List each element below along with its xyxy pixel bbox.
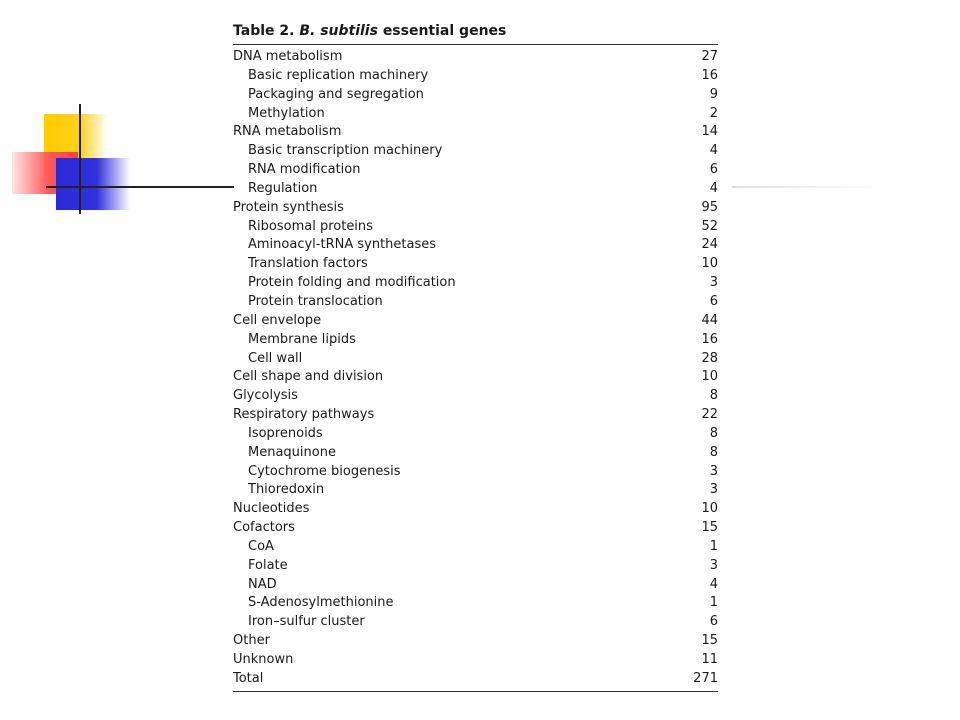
table-subcategory-row [233, 86, 718, 105]
row-label: Menaquinone [248, 444, 336, 460]
table-subcategory-row [233, 161, 718, 180]
table-category-row [233, 406, 718, 425]
table-subcategory-row [233, 255, 718, 274]
row-gene-count: 22 [701, 407, 718, 423]
table-bottom-rule [233, 691, 718, 692]
table-category-row [233, 500, 718, 519]
row-gene-count: 95 [701, 199, 718, 215]
row-label: Protein folding and modification [248, 275, 456, 291]
row-label: Folate [248, 557, 288, 573]
row-label: Respiratory pathways [233, 407, 375, 423]
row-label: Protein synthesis [233, 199, 344, 215]
essential-genes-table [233, 20, 718, 692]
table-category-row [233, 519, 718, 538]
table-category-row [233, 312, 718, 331]
row-label: Methylation [248, 105, 325, 121]
row-gene-count: 24 [701, 237, 718, 253]
row-gene-count: 3 [709, 557, 718, 573]
table-subcategory-row [233, 425, 718, 444]
row-label: Cytochrome biogenesis [248, 463, 401, 479]
row-gene-count: 10 [701, 369, 718, 385]
table-subcategory-row [233, 67, 718, 86]
row-label: CoA [248, 538, 274, 554]
table-subcategory-row [233, 105, 718, 124]
row-gene-count: 1 [709, 595, 718, 611]
row-gene-count: 9 [709, 86, 718, 102]
row-gene-count: 10 [701, 501, 718, 517]
row-label: Ribosomal proteins [248, 218, 373, 234]
row-label: Membrane lipids [248, 331, 356, 347]
table-category-row [233, 123, 718, 142]
row-gene-count: 15 [701, 633, 718, 649]
row-label: S-Adenosylmethionine [248, 595, 394, 611]
row-gene-count: 44 [701, 312, 718, 328]
table-subcategory-row [233, 274, 718, 293]
table-title-prefix: Table 2. [233, 23, 295, 39]
row-label: NAD [248, 576, 277, 592]
row-label: Cell shape and division [233, 369, 384, 385]
table-subcategory-row [233, 557, 718, 576]
table-category-row [233, 199, 718, 218]
table-title-species: B. subtilis [299, 23, 378, 39]
table-title [233, 20, 718, 45]
row-gene-count: 8 [709, 444, 718, 460]
vertical-rule-decoration [79, 104, 81, 214]
horizontal-rule-decoration [46, 186, 234, 188]
row-label: Basic transcription machinery [248, 143, 443, 159]
row-label: Cofactors [233, 520, 295, 536]
row-gene-count: 4 [709, 576, 718, 592]
row-gene-count: 8 [709, 425, 718, 441]
row-gene-count: 3 [709, 275, 718, 291]
table-subcategory-row [233, 180, 718, 199]
row-label: Cell envelope [233, 312, 322, 328]
row-gene-count: 28 [701, 350, 718, 366]
table-subcategory-row [233, 463, 718, 482]
row-gene-count: 4 [709, 180, 718, 196]
row-gene-count: 1 [709, 538, 718, 554]
row-label: Iron–sulfur cluster [248, 614, 365, 630]
table-subcategory-row [233, 613, 718, 632]
table-subcategory-row [233, 444, 718, 463]
row-label: Basic replication machinery [248, 67, 429, 83]
row-gene-count: 2 [709, 105, 718, 121]
table-subcategory-row [233, 331, 718, 350]
table-subcategory-row [233, 236, 718, 255]
row-label: RNA metabolism [233, 124, 342, 140]
table-subcategory-row [233, 218, 718, 237]
row-label: Unknown [233, 652, 294, 667]
row-label: Protein translocation [248, 293, 383, 309]
table-title-suffix: essential genes [382, 23, 507, 39]
row-label: Other [233, 633, 270, 649]
row-gene-count: 16 [701, 67, 718, 83]
row-gene-count: 6 [709, 162, 718, 178]
table-subcategory-row [233, 538, 718, 557]
row-gene-count: 14 [701, 124, 718, 140]
row-label: RNA modification [248, 162, 361, 178]
row-label: Isoprenoids [248, 425, 323, 441]
row-label: Thioredoxin [248, 482, 325, 498]
row-gene-count: 16 [701, 331, 718, 347]
row-gene-count: 8 [709, 388, 718, 404]
slide-logo-ornament [0, 0, 240, 230]
row-label: Packaging and segregation [248, 86, 424, 102]
row-gene-count: 52 [701, 218, 718, 234]
table-subcategory-row [233, 350, 718, 369]
faded-rule-decoration [732, 186, 872, 188]
row-gene-count: 11 [701, 652, 718, 667]
row-label: Nucleotides [233, 501, 310, 517]
row-gene-count: 4 [709, 143, 718, 159]
blue-square-decoration [56, 158, 130, 210]
table-category-row [233, 651, 718, 670]
table-subcategory-row [233, 576, 718, 595]
table-category-row [233, 368, 718, 387]
row-gene-count: 3 [709, 463, 718, 479]
table-category-row [233, 387, 718, 406]
row-gene-count: 15 [701, 520, 718, 536]
row-label: Glycolysis [233, 388, 298, 404]
row-label: Regulation [248, 180, 318, 196]
table-body [233, 48, 718, 689]
table-category-row [233, 48, 718, 67]
row-gene-count: 6 [709, 614, 718, 630]
row-gene-count: 271 [693, 670, 718, 686]
row-gene-count: 6 [709, 293, 718, 309]
row-label: Translation factors [248, 256, 368, 272]
table-subcategory-row [233, 594, 718, 613]
table-subcategory-row [233, 293, 718, 312]
row-gene-count: 10 [701, 256, 718, 272]
row-label: Aminoacyl-tRNA synthetases [248, 237, 436, 253]
row-label: Cell wall [248, 350, 303, 366]
row-label: Total [233, 670, 264, 686]
table-subcategory-row [233, 142, 718, 161]
row-gene-count: 3 [709, 482, 718, 498]
row-gene-count: 27 [701, 49, 718, 64]
table-category-row [233, 632, 718, 651]
table-category-row [233, 670, 718, 689]
table-subcategory-row [233, 481, 718, 500]
row-label: DNA metabolism [233, 49, 343, 64]
